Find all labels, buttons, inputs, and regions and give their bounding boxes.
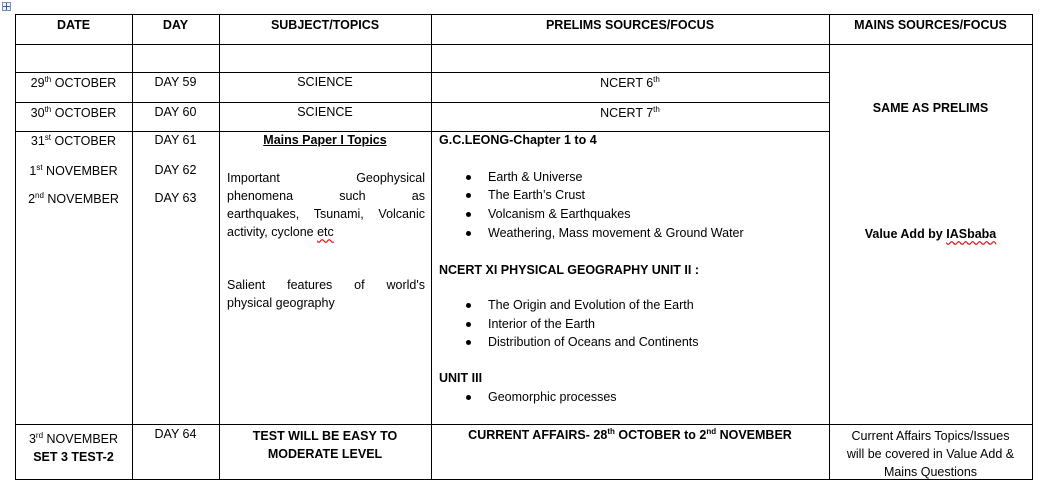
date-cell: 2nd NOVEMBER: [28, 191, 119, 207]
day-cell: DAY 62: [154, 163, 197, 177]
day-cell: DAY 59: [154, 75, 197, 89]
table-move-handle-icon[interactable]: [2, 2, 11, 11]
header-subject: SUBJECT/TOPICS: [270, 18, 380, 32]
day-cell: DAY 60: [154, 105, 197, 119]
leong-title: G.C.LEONG-Chapter 1 to 4: [439, 133, 597, 147]
header-prelims: PRELIMS SOURCES/FOCUS: [545, 18, 715, 32]
prelims-cell: NCERT 7th: [600, 105, 660, 121]
unit3-title: UNIT III: [439, 371, 483, 385]
mains-value-add: Value Add by IASbaba: [864, 227, 997, 241]
subject-cell: SCIENCE: [297, 75, 353, 89]
header-day: DAY: [162, 18, 189, 32]
day-cell: DAY 64: [154, 427, 197, 441]
date-cell: 29th OCTOBER: [30, 75, 117, 91]
header-date: DATE: [56, 18, 91, 32]
subject-cell: TEST WILL BE EASY TO MODERATE LEVEL: [252, 429, 398, 461]
ncert-title: NCERT XI PHYSICAL GEOGRAPHY UNIT II :: [439, 263, 699, 277]
header-mains: MAINS SOURCES/FOCUS: [854, 18, 1007, 32]
day-cell: DAY 63: [154, 191, 197, 205]
mains-paper-title: Mains Paper I Topics: [263, 133, 387, 147]
date-cell: 31st OCTOBER: [30, 133, 117, 149]
subject-paragraph: Important Geophysical phenomena such as earthquakes, Tsunami, Volcanic activity, cyclone etc: [227, 171, 425, 239]
day-cell: DAY 61: [154, 133, 197, 147]
date-cell: 30th OCTOBER: [30, 105, 117, 121]
subject-cell: SCIENCE: [297, 105, 353, 119]
mains-same-as-prelims: SAME AS PRELIMS: [872, 101, 989, 115]
date-cell: 3rd NOVEMBER SET 3 TEST-2: [28, 431, 119, 465]
prelims-cell: NCERT 6th: [600, 75, 660, 91]
subject-paragraph: Salient features of world's physical geography: [227, 278, 425, 310]
date-cell: 1st NOVEMBER: [29, 163, 118, 179]
mains-cell: Current Affairs Topics/Issues will be covered in Value Add & Mains Questions: [846, 429, 1015, 479]
prelims-cell: CURRENT AFFAIRS- 28th OCTOBER to 2nd NOVEMBER: [468, 427, 792, 443]
